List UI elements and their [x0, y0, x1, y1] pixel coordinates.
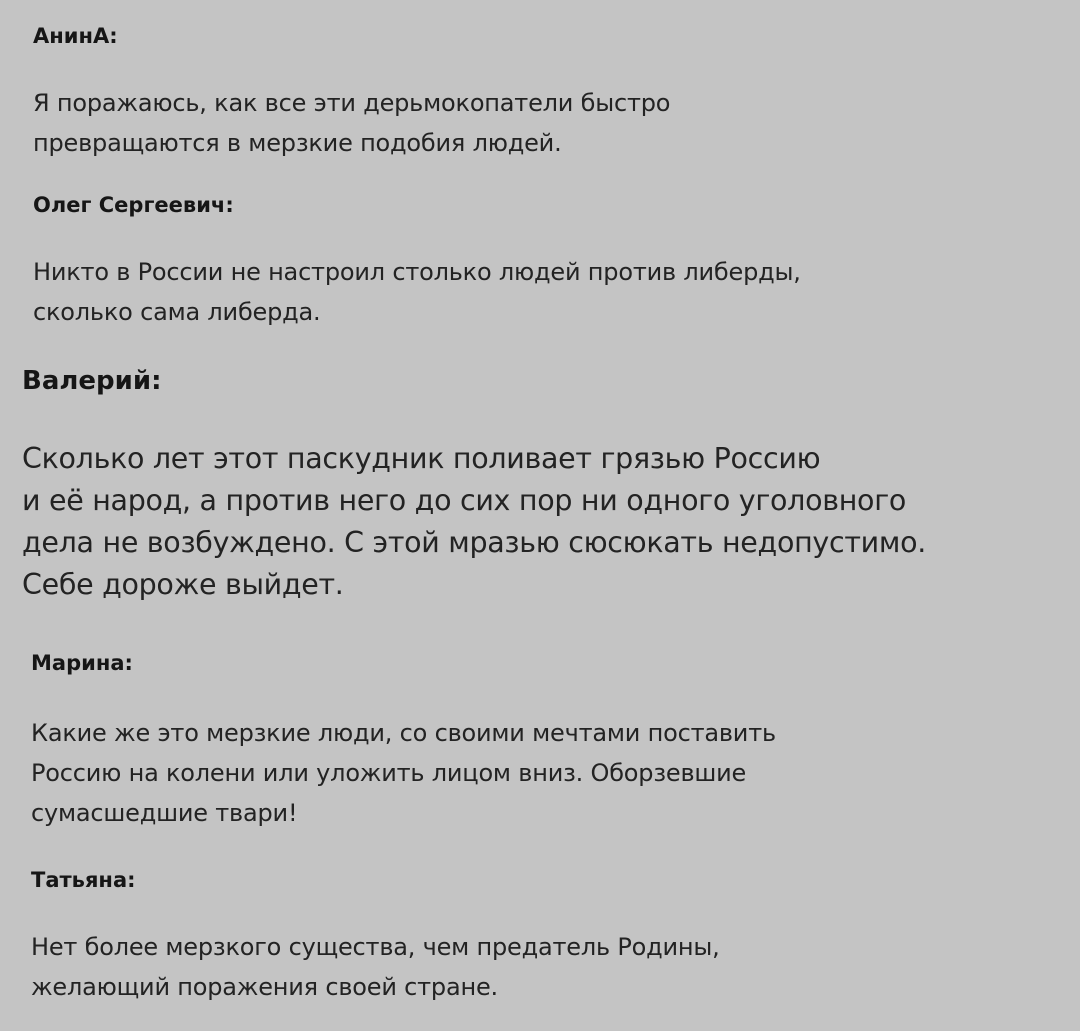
comment-author: АнинА: [33, 24, 118, 48]
comment-author: Валерий: [22, 366, 162, 396]
comment-author: Татьяна: [31, 868, 136, 892]
comment-text: Какие же это мерзкие люди, со своими мечтами поставить Россию на колени или уложить лицом вниз. Оборзевшие сумасшедшие твари! [31, 719, 776, 827]
comment-text: Сколько лет этот паскудник поливает грязью Россию и её народ, а против него до сих пор ни одного уголовного дела не возбуждено. С этой мразью сюсюкать недопустимо. Себе дороже выйдет. [22, 442, 926, 601]
comment-author: Марина: [31, 651, 133, 675]
comment-text: Никто в России не настроил столько людей против либерды, сколько сама либерда. [33, 258, 801, 326]
comment-text: Я поражаюсь, как все эти дерьмокопатели быстро превращаются в мерзкие подобия людей. [33, 89, 671, 157]
comment-author: Олег Сергеевич: [33, 193, 234, 217]
comment-text: Нет более мерзкого существа, чем предатель Родины, желающий поражения своей стране. [31, 933, 720, 1001]
